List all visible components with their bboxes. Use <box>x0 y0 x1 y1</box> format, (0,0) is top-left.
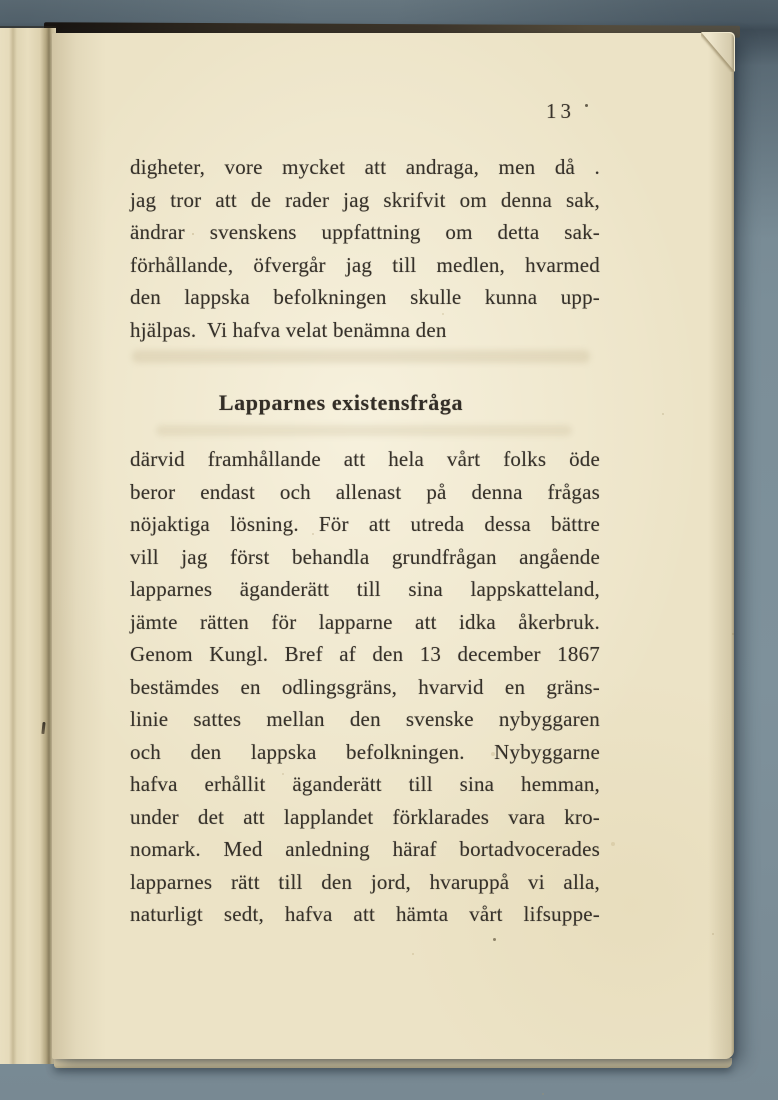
text-line: vill jag först behandla grundfrågan angående <box>130 544 600 569</box>
text-line: linie sattes mellan den svenske nybyggaren <box>130 707 600 731</box>
book-page <box>52 33 734 1059</box>
text-line: ändrar svenskens uppfattning om detta sak- <box>130 220 600 244</box>
section-heading: Lapparnes existensfråga <box>218 390 464 415</box>
page-stack-edge <box>54 1058 732 1068</box>
text-line: lapparnes äganderätt till sina lappskatteland, <box>130 577 600 601</box>
text-line: jag tror att de rader jag skrifvit om denna sak, <box>130 187 600 212</box>
text-line: och den lappska befolkningen. Nybyggarne <box>130 739 600 764</box>
text-line: digheter, vore mycket att andraga, men då . <box>130 155 600 179</box>
text-line: under det att lapplandet förklarades vara kro- <box>130 804 600 829</box>
text-line: nomark. Med anledning häraf bortadvocerades <box>130 837 600 861</box>
text-line: Genom Kungl. Bref af den 13 december 1867 <box>130 642 600 666</box>
text-line: nöjaktiga lösning. För att utreda dessa bättre <box>130 512 600 536</box>
text-block <box>130 151 600 931</box>
dog-ear-fold <box>701 32 735 72</box>
ink-speck <box>41 722 45 734</box>
text-line: jämte rätten för lapparne att idka åkerbruk. <box>130 609 600 634</box>
text-line: förhållande, öfvergår jag till medlen, hvarmed <box>130 252 600 277</box>
text-line: bestämdes en odlingsgräns, hvarvid en gräns- <box>130 674 600 699</box>
text-line: hjälpas. Vi hafva velat benämna den <box>130 317 447 342</box>
text-line: därvid framhållande att hela vårt folks öde <box>130 447 600 471</box>
text-line: den lappska befolkningen skulle kunna upp- <box>130 285 600 309</box>
text-line: hafva erhållit äganderätt till sina hemman, <box>130 772 600 796</box>
ink-speck <box>493 938 496 941</box>
text-line: naturligt sedt, hafva att hämta vårt lifsuppe- <box>130 902 600 926</box>
text-line: lapparnes rätt till den jord, hvaruppå vi alla, <box>130 869 600 894</box>
paragraph-block <box>130 443 600 931</box>
page-gutter <box>0 28 56 1064</box>
ink-speck <box>585 104 588 107</box>
text-line: beror endast och allenast på denna frågas <box>130 479 600 504</box>
page-number: 13 <box>546 99 575 123</box>
